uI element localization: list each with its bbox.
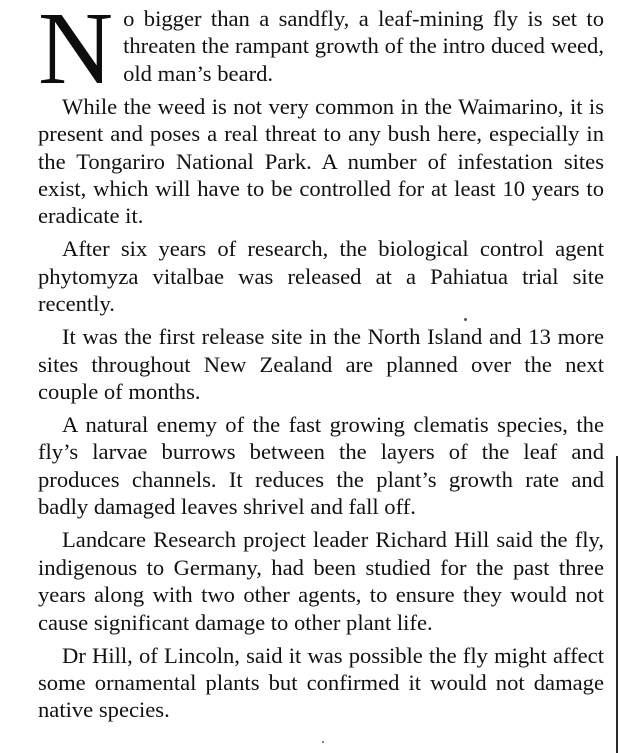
paragraph-6: Landcare Research project leader Richard Hill said the fly, indigenous to Germany, had been studied for the past three years along with two other agents, to ensure they would not cause significant damage to other plant life.	[38, 527, 604, 635]
paragraph-1	[38, 0, 604, 106]
paragraph-5: A natural enemy of the fast growing clematis species, the fly’s larvae burrows between the layers of the leaf and produces channels. It reduces the plant’s growth rate and badly damaged leaves shrivel and fall off.	[38, 412, 604, 520]
print-speck	[464, 318, 467, 321]
article-body	[38, 0, 604, 729]
column-rule	[616, 456, 618, 753]
drop-cap: N	[38, 0, 114, 106]
paragraph-1-text: o bigger than a sandfly, a leaf-mining fly is set to threaten the rampant growth of the intro duced weed, old man’s beard.	[123, 6, 604, 86]
paragraph-4: It was the first release site in the North Island and 13 more sites throughout New Zealand are planned over the next couple of months.	[38, 324, 604, 405]
paragraph-3: After six years of research, the biological control agent phytomyza vitalbae was released at a Pahiatua trial site recently.	[38, 236, 604, 317]
print-speck	[322, 741, 324, 743]
paragraph-7: Dr Hill, of Lincoln, said it was possible the fly might affect some ornamental plants but confirmed it would not damage native species.	[38, 642, 604, 723]
paragraph-2: While the weed is not very common in the Waimarino, it is present and poses a real threat to any bush here, especially in the Tongariro National Park. A number of infestation sites exist, which will have to be controlled for at least 10 years to eradicate it.	[38, 93, 604, 229]
